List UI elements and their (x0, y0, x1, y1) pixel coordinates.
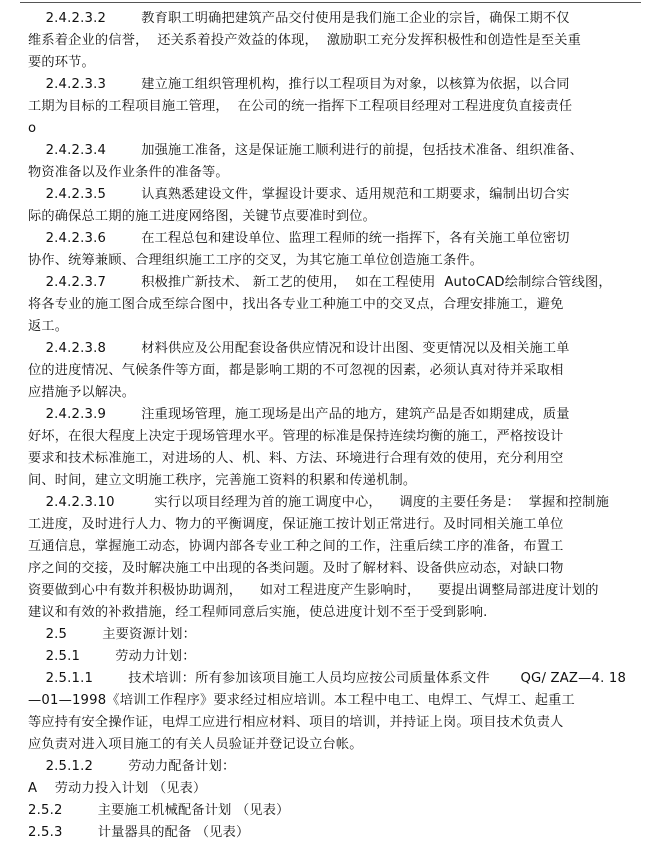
text-line: 应措施予以解决。 (28, 385, 136, 400)
text-line: 应负责对进入项目施工的有关人员验证并登记设立台帐。 (28, 737, 363, 752)
text-line: 工期为目标的工程项目施工管理， 在公司的统一指挥下工程项目经理对工程进度负直接责任 (28, 99, 573, 114)
text-line: 间、时间，建立文明施工秩序，完善施工资料的积累和传递机制。 (28, 473, 417, 488)
section-heading: 2.5.1 劳动力计划： (28, 649, 196, 664)
section-heading: 2.5 主要资源计划： (28, 627, 196, 642)
text-line: 工进度，及时进行人力、物力的平衡调度，保证施工按计划正常进行。及时同相关施工单位 (28, 517, 564, 532)
text-line: 2.4.2.3.3 建立施工组织管理机构，推行以工程项目为对象，以核算为依据，以合同 (28, 77, 570, 92)
text-line: o (28, 121, 37, 136)
text-line: 2.4.2.3.7 积极推广新技术、 新工艺的使用， 如在工程使用 AutoCAD绘制综合管线图， (28, 275, 612, 290)
text-line: 维系着企业的信誉， 还关系着投产效益的体现， 激励职工充分发挥积极性和创造性是至关重 (28, 33, 582, 48)
text-line: 协作、统筹兼顾、合理组织施工工序的交叉，为其它施工单位创造施工条件。 (28, 253, 484, 268)
text-line: 位的进度情况、气候条件等方面，都是影响工期的不可忽视的因素，必须认真对待并采取相 (28, 363, 564, 378)
text-line: 序之间的交接，及时解决施工中出现的各类问题。及时了解材料、设备供应动态，对缺口物 (28, 561, 564, 576)
text-line: 返工。 (28, 319, 69, 334)
text-line: 2.5.1.1 技术培训：所有参加该项目施工人员均应按公司质量体系文件 QG/ ZAZ—4. 18 (28, 671, 627, 686)
text-line: 2.4.2.3.10 实行以项目经理为首的施工调度中心， 调度的主要任务是： 掌握和控制施 (28, 495, 609, 510)
text-line: 资要做到心中有数并积极协助调剂， 如对工程进度产生影响时， 要提出调整局部进度计划的 (28, 583, 599, 598)
text-line: 物资准备以及作业条件的准备等。 (28, 165, 229, 180)
text-line: 2.4.2.3.2 教育职工明确把建筑产品交付使用是我们施工企业的宗旨，确保工期不仅 (28, 11, 570, 26)
text-line: 2.4.2.3.4 加强施工准备，这是保证施工顺利进行的前提，包括技术准备、组织准备、 (28, 143, 584, 158)
header-rule (20, 2, 641, 3)
text-line: 要求和技术标准施工，对进场的人、机、料、方法、环境进行合理有效的使用，充分利用空 (28, 451, 564, 466)
text-line: —01—1998《培训工作程序》要求经过相应培训。本工程中电工、电焊工、气焊工、起重工 (28, 693, 575, 708)
section-heading: 2.5.1.2 劳动力配备计划： (28, 759, 236, 774)
text-line: 要的环节。 (28, 55, 95, 70)
text-line: 好坏，在很大程度上决定于现场管理水平。管理的标准是保持连续均衡的施工，严格按设计 (28, 429, 564, 444)
text-line: 际的确保总工期的施工进度网络图，关键节点要准时到位。 (28, 209, 377, 224)
section-heading: 2.5.3 计量器具的配备 （见表） (28, 825, 250, 840)
text-line: 2.4.2.3.6 在工程总包和建设单位、监理工程师的统一指挥下，各有关施工单位密切 (28, 231, 570, 246)
text-line: 互通信息，掌握施工动态，协调内部各专业工种之间的工作，注重后续工序的准备，布置工 (28, 539, 564, 554)
text-line: 将各专业的施工图合成至综合图中，找出各专业工种施工中的交叉点，合理安排施工，避免 (28, 297, 564, 312)
text-line: 2.4.2.3.9 注重现场管理，施工现场是出产品的地方，建筑产品是否如期建成，质量 (28, 407, 570, 422)
text-line: 2.4.2.3.5 认真熟悉建设文件，掌握设计要求、适用规范和工期要求，编制出切合实 (28, 187, 570, 202)
section-heading: 2.5.2 主要施工机械配备计划 （见表） (28, 803, 290, 818)
text-line: 建议和有效的补救措施，经工程师同意后实施，使总进度计划不至于受到影响. (28, 605, 488, 620)
list-item: A 劳动力投入计划 （见表） (28, 781, 207, 796)
text-line: 等应持有安全操作证，电焊工应进行相应材料、项目的培训，并持证上岗。项目技术负责人 (28, 715, 564, 730)
text-line: 2.4.2.3.8 材料供应及公用配套设备供应情况和设计出图、变更情况以及相关施工单 (28, 341, 570, 356)
